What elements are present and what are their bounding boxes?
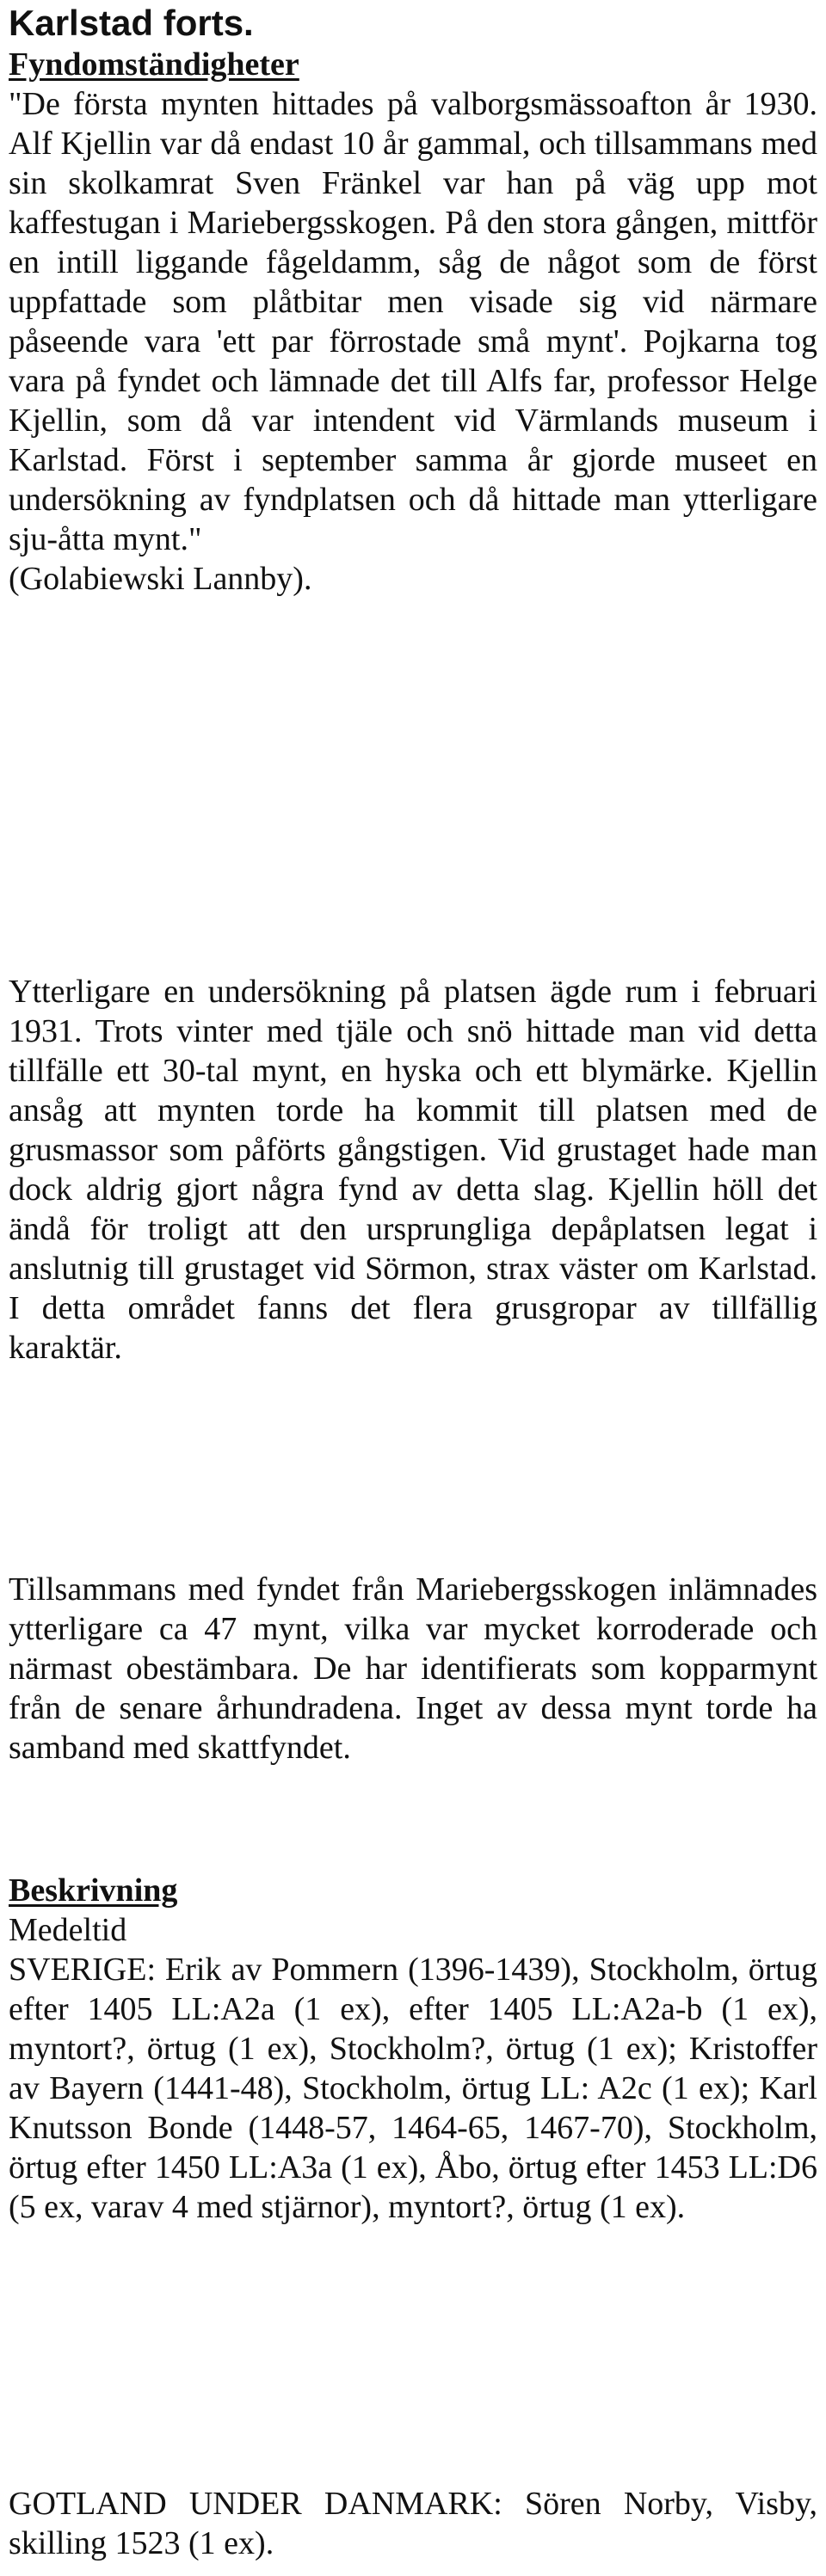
coin-list-sverige: SVERIGE: Erik av Pommern (1396-1439), Stockholm, örtug efter 1405 LL:A2a (1 ex), efter 1405 LL:A2a-b (1 ex), myntort?, örtug (1 ex), Stockholm?, örtug (1 ex); Kristoffer av Bayern (1441-48), Stockholm, örtug LL: A2c (1 ex); Karl Knutsson Bonde (1448-57, 1464-65, 1467-70), Stockholm, örtug efter 1450 LL:A3a (1 ex), Åbo, örtug efter 1453 LL:D6 (5 ex, varav 4 med stjärnor), myntort?, örtug (1 ex). [9,1952,817,2225]
section-heading-fyndomstandigheter: Fyndomständigheter [9,46,299,83]
body-paragraph: Tillsammans med fyndet från Mariebergsskogen inlämnades ytterligare ca 47 mynt, vilka var mycket korroderade och närmast obestämbara. De har identifierats som kopparmynt från de senare århundradena. Inget av dessa mynt torde ha samband med skattfyndet. [9,1571,817,1766]
paragraph-additional-coins [9,1570,817,1768]
quote-paragraph: "De första mynten hittades på valborgsmässoafton år 1930. Alf Kjellin var då endast 10 år gammal, och tillsammans med sin skolkamrat Sven Fränkel var han på väg upp mot kaffestugan i Mariebergsskogen. På den stora gången, mittför en intill liggande fågeldamm, såg de något som de först uppfattade som plåtbitar men visade sig vid närmare påseende vara 'ett par förrostade små mynt'. Pojkarna tog vara på fyndet och lämnade det till Alfs far, professor Helge Kjellin, som då var intendent vid Värmlands museum i Karlstad. Först i september samma år gjorde museet en undersökning av fyndplatsen och då hittade man ytterligare sju-åtta mynt." [9,86,817,557]
coin-list-gotland: GOTLAND UNDER DANMARK: Sören Norby, Visby, skilling 1523 (1 ex). [9,2486,817,2561]
page-title: Karlstad forts. [9,3,254,43]
quote-citation: (Golabiewski Lannby). [9,561,312,597]
section-beskrivning [9,1871,817,2227]
body-paragraph: Ytterligare en undersökning på platsen ägde rum i februari 1931. Trots vinter med tjäle och snö hittade man vid detta tillfälle ett 30-tal mynt, en hyska och ett blymärke. Kjellin ansåg att mynten torde ha kommit till platsen med de grusmassor som påförts gångstigen. Vid grustaget hade man dock aldrig gjort några fynd av detta slag. Kjellin höll det ändå för troligt att den ursprungliga depåplatsen legat i anslutnig till grustaget vid Sörmon, strax väster om Karlstad. I detta området fanns det flera grusgropar av tillfällig karaktär. [9,974,817,1366]
subheading-medeltid: Medeltid [9,1912,127,1948]
section-heading-beskrivning: Beskrivning [9,1872,178,1909]
section-gotland [9,2484,817,2563]
section-fyndomstandigheter [9,45,817,599]
paragraph-second-investigation [9,972,817,1368]
